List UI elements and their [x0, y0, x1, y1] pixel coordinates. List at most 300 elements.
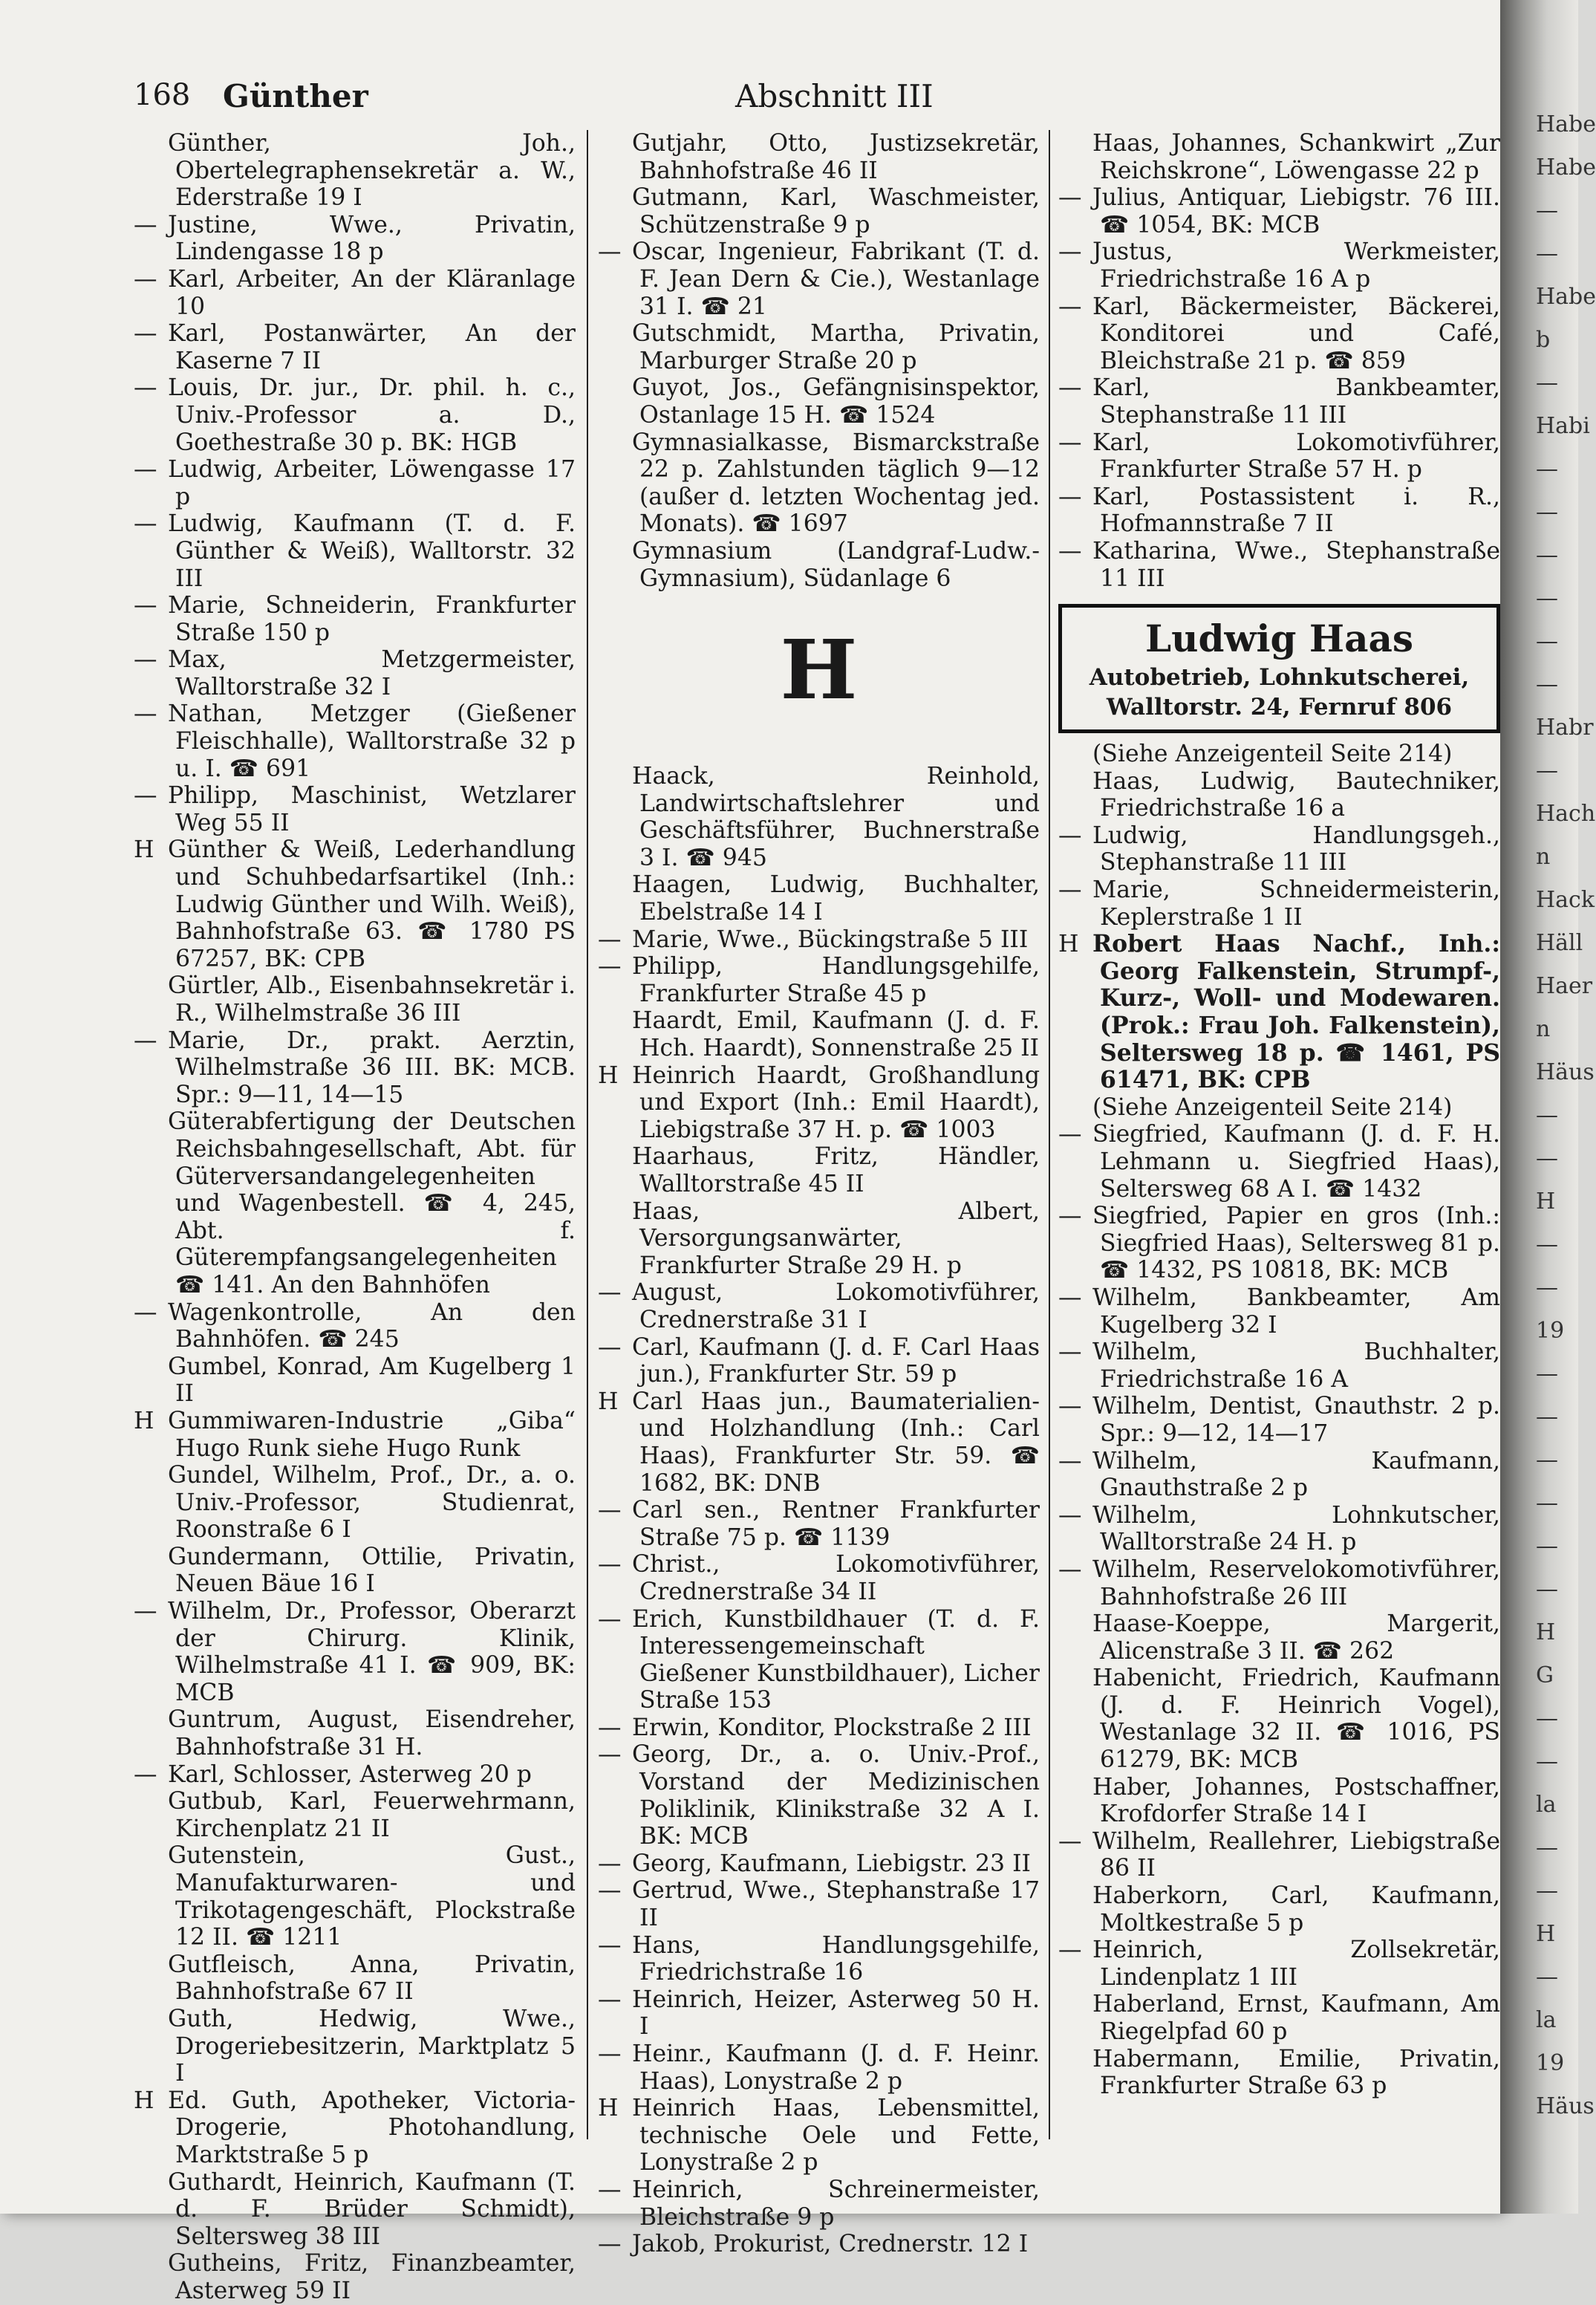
- entry-text: Heinrich, Heizer, Asterweg 50 H. I: [632, 1986, 1040, 2041]
- entry-marker: H: [1058, 931, 1079, 958]
- entry-marker: H: [598, 1388, 619, 1415]
- directory-entry: [134, 972, 576, 1027]
- entry-text: Georg, Kaufmann, Liebigstr. 23 II: [632, 1850, 1031, 1877]
- entry-text: Guntrum, August, Eisendreher, Bahnhofstraße 31 H.: [168, 1706, 576, 1761]
- directory-entry: [1058, 484, 1500, 538]
- entry-text: Carl, Kaufmann (J. d. F. Carl Haas jun.), Frankfurter Str. 59 p: [632, 1333, 1040, 1388]
- facing-page-fragment: —: [1536, 1706, 1558, 1732]
- directory-entry: [1058, 1828, 1500, 1882]
- entry-marker: —: [598, 1877, 622, 1905]
- directory-entry: [1058, 1556, 1500, 1610]
- entry-text: Georg, Dr., a. o. Univ.-Prof., Vorstand der Medizinischen Poliklinik, Klinikstraße 32 A I. BK: MCB: [632, 1741, 1040, 1850]
- entry-marker: —: [1058, 483, 1082, 510]
- facing-page-fragment: H: [1536, 1189, 1556, 1215]
- ad-address: Walltorstr. 24, Fernruf 806: [1106, 694, 1453, 721]
- entry-marker: —: [598, 2231, 622, 2258]
- directory-entry: [1058, 130, 1500, 184]
- directory-entry: [1058, 1121, 1500, 1203]
- entry-text: Karl, Bäckermeister, Bäckerei, Konditorei und Café, Bleichstraße 21 p. ☎ 859: [1092, 293, 1500, 374]
- facing-page-fragment: Häus: [1536, 1059, 1595, 1085]
- entry-marker: —: [1058, 1393, 1082, 1420]
- entry-marker: —: [1058, 1121, 1082, 1148]
- facing-page-fragment: —: [1536, 1232, 1558, 1258]
- advertisement-box: [1058, 604, 1500, 733]
- entry-marker: —: [598, 2041, 622, 2067]
- directory-entry: [134, 700, 576, 782]
- page-number: 168: [134, 78, 191, 112]
- entry-text: Wilhelm, Buchhalter, Friedrichstraße 16 A: [1092, 1339, 1500, 1393]
- directory-entry: [134, 2250, 576, 2304]
- facing-page-fragment: —: [1536, 370, 1558, 396]
- directory-entry: [1058, 374, 1500, 429]
- entry-text: Gummiwaren-Industrie „Giba“ Hugo Runk siehe Hugo Runk: [168, 1407, 576, 1462]
- entry-text: Ludwig, Arbeiter, Löwengasse 17 p: [168, 456, 576, 510]
- directory-entry: [598, 429, 1040, 538]
- directory-entry: [1058, 1094, 1500, 1122]
- entry-text: Gundermann, Ottilie, Privatin, Neuen Bäue 16 I: [168, 1543, 576, 1598]
- entry-text: Güterabfertigung der Deutschen Reichsbahngesellschaft, Abt. für Güterversandangelegenheiten und Wagenbestell. ☎ 4, 245, Abt. f. Güterempfangsangelegenheiten ☎ 141. An den Bahnhöfen: [168, 1108, 576, 1298]
- facing-page-fragment: —: [1536, 1275, 1558, 1301]
- directory-entry: [598, 1334, 1040, 1388]
- column-divider: [587, 130, 588, 2139]
- entry-text: Haardt, Emil, Kaufmann (J. d. F. Hch. Haardt), Sonnenstraße 25 II: [632, 1007, 1040, 1062]
- entry-marker: —: [1058, 1203, 1082, 1230]
- directory-entry: [1058, 238, 1500, 293]
- directory-entry: [598, 763, 1040, 871]
- directory-entry: [598, 2095, 1040, 2176]
- directory-entry: [134, 1027, 576, 1109]
- entry-text: Siegfried, Papier en gros (Inh.: Siegfried Haas), Seltersweg 81 p. ☎ 1432, PS 10818, BK: MCB: [1092, 1203, 1500, 1284]
- entry-marker: —: [598, 1279, 622, 1307]
- directory-entry: [134, 130, 576, 212]
- entry-text: Wagenkontrolle, An den Bahnhöfen. ☎ 245: [168, 1298, 576, 1353]
- entry-text: Siegfried, Kaufmann (J. d. F. H. Lehmann u. Siegfried Haas), Seltersweg 68 A I. ☎ 1432: [1092, 1121, 1500, 1203]
- directory-entry: [1058, 293, 1500, 375]
- directory-entry: [134, 1353, 576, 1408]
- entry-marker: —: [598, 1714, 622, 1741]
- directory-entry: [598, 1007, 1040, 1062]
- entry-marker: —: [134, 456, 157, 484]
- directory-entry: [134, 2087, 576, 2169]
- directory-entry: [134, 1761, 576, 1789]
- entry-text: Wilhelm, Reservelokomotivführer, Bahnhofstraße 26 III: [1092, 1555, 1500, 1610]
- directory-entry: [134, 592, 576, 646]
- directory-entry: [598, 2176, 1040, 2231]
- directory-entry: [134, 456, 576, 510]
- directory-entry: [134, 1706, 576, 1761]
- entry-text: Justine, Wwe., Privatin, Lindengasse 18 p: [168, 211, 576, 266]
- directory-entry: [1058, 1774, 1500, 1828]
- entry-marker: —: [1058, 822, 1082, 849]
- directory-entry: [134, 1462, 576, 1544]
- directory-entry: [598, 871, 1040, 926]
- directory-entry: [134, 1598, 576, 1706]
- column-2: [598, 130, 1040, 2258]
- directory-entry: [598, 1877, 1040, 1931]
- directory-entry: [598, 184, 1040, 238]
- directory-entry: [134, 1951, 576, 2006]
- facing-page-fragment: Habr: [1536, 715, 1594, 741]
- directory-entry: [1058, 1991, 1500, 2045]
- directory-entry: [598, 1932, 1040, 1986]
- entry-text: Wilhelm, Reallehrer, Liebigstraße 86 II: [1092, 1827, 1500, 1882]
- page-header: [134, 78, 1463, 123]
- facing-page-fragment: —: [1536, 1835, 1558, 1861]
- entry-text: Haber, Johannes, Postschaffner, Krofdorfer Straße 14 I: [1092, 1773, 1500, 1828]
- entry-text: Guyot, Jos., Gefängnisinspektor, Ostanlage 15 H. ☎ 1524: [632, 374, 1040, 429]
- entry-marker: —: [598, 1605, 622, 1633]
- entry-text: Louis, Dr. jur., Dr. phil. h. c., Univ.-Professor a. D., Goethestraße 30 p. BK: HGB: [168, 374, 576, 456]
- facing-page-fragment: —: [1536, 672, 1558, 698]
- entry-marker: —: [134, 1298, 157, 1326]
- facing-page-fragment: Hack: [1536, 887, 1595, 913]
- directory-entry: [134, 1842, 576, 1951]
- entry-text: Gutenstein, Gust., Manufakturwaren- und Trikotagengeschäft, Plockstraße 12 II. ☎ 1211: [168, 1842, 576, 1951]
- entry-marker: H: [134, 2087, 154, 2114]
- entry-text: Haas, Ludwig, Bautechniker, Friedrichstraße 16 a: [1092, 767, 1500, 822]
- entry-text: (Siehe Anzeigenteil Seite 214): [1092, 1093, 1453, 1121]
- entry-marker: —: [134, 646, 157, 674]
- entry-marker: —: [1058, 238, 1082, 266]
- directory-entry: [598, 130, 1040, 184]
- facing-page-fragment: —: [1536, 1447, 1558, 1473]
- directory-entry: [1058, 1393, 1500, 1447]
- directory-entry: [134, 646, 576, 700]
- entry-marker: —: [598, 1850, 622, 1877]
- entry-text: Justus, Werkmeister, Friedrichstraße 16 A p: [1092, 238, 1500, 293]
- entry-text: Heinr., Kaufmann (J. d. F. Heinr. Haas), Lonystraße 2 p: [632, 2041, 1040, 2095]
- entry-text: Heinrich, Zollsekretär, Lindenplatz 1 III: [1092, 1937, 1500, 1991]
- directory-entry: [598, 2041, 1040, 2095]
- entry-marker: —: [134, 211, 157, 238]
- entry-text: Günther, Joh., Obertelegraphensekretär a. W., Ederstraße 19 I: [168, 130, 576, 212]
- facing-page-fragment: —: [1536, 1964, 1558, 1990]
- entry-marker: —: [1058, 877, 1082, 904]
- facing-page-fragment: —: [1536, 1749, 1558, 1775]
- entry-marker: —: [134, 1598, 157, 1625]
- facing-page-fragment: la: [1536, 2007, 1557, 2033]
- entry-marker: —: [1058, 1447, 1082, 1475]
- facing-page-fragment: —: [1536, 628, 1558, 654]
- directory-entry: [1058, 1610, 1500, 1665]
- directory-entry: [598, 953, 1040, 1007]
- entry-text: Christ., Lokomotivführer, Crednerstraße 34 II: [632, 1551, 1040, 1605]
- directory-entry: [134, 1544, 576, 1598]
- entry-marker: H: [598, 1062, 619, 1089]
- directory-entry: [1058, 2046, 1500, 2100]
- directory-entry: [134, 1108, 576, 1298]
- facing-page-fragment: n: [1536, 1016, 1551, 1042]
- directory-entry: [598, 374, 1040, 429]
- entry-text: Wilhelm, Lohnkutscher, Walltorstraße 24 H. p: [1092, 1501, 1500, 1556]
- facing-page-fragment: —: [1536, 241, 1558, 267]
- facing-page-fragment: Habe: [1536, 111, 1596, 137]
- entry-text: Gutjahr, Otto, Justizsekretär, Bahnhofstraße 46 II: [632, 130, 1040, 184]
- entry-text: Heinrich Haas, Lebensmittel, technische Oele und Fette, Lonystraße 2 p: [632, 2095, 1040, 2176]
- entry-text: Karl, Lokomotivführer, Frankfurter Straße 57 H. p: [1092, 429, 1500, 484]
- facing-page-fragment: —: [1536, 1490, 1558, 1516]
- directory-entry: [598, 1606, 1040, 1714]
- running-head: Günther: [223, 78, 368, 114]
- entry-text: August, Lokomotivführer, Crednerstraße 31 I: [632, 1279, 1040, 1333]
- directory-entry: [598, 238, 1040, 320]
- entry-text: Katharina, Wwe., Stephanstraße 11 III: [1092, 537, 1500, 592]
- entry-marker: —: [134, 265, 157, 293]
- directory-entry: [134, 266, 576, 320]
- entry-marker: —: [1058, 429, 1082, 456]
- facing-page-fragment: Häll: [1536, 930, 1583, 956]
- directory-entry: [598, 1062, 1040, 1144]
- entry-text: Gürtler, Alb., Eisenbahnsekretär i. R., Wilhelmstraße 36 III: [168, 972, 576, 1027]
- entry-text: Günther & Weiß, Lederhandlung und Schuhbedarfsartikel (Inh.: Ludwig Günther und Wilh. Weiß), Bahnhofstraße 63. ☎ 1780 PS 67257, BK: CPB: [168, 836, 576, 972]
- directory-entry: [134, 212, 576, 266]
- directory-entry: [134, 1788, 576, 1842]
- entry-text: Heinrich, Schreinermeister, Bleichstraße 9 p: [632, 2176, 1040, 2231]
- entry-text: Oscar, Ingenieur, Fabrikant (T. d. F. Jean Dern & Cie.), Westanlage 31 I. ☎ 21: [632, 238, 1040, 320]
- entry-text: Guthardt, Heinrich, Kaufmann (T. d. F. Brüder Schmidt), Seltersweg 38 III: [168, 2168, 576, 2250]
- entry-text: Karl, Schlosser, Asterweg 20 p: [168, 1761, 532, 1788]
- entry-marker: H: [598, 2095, 619, 2122]
- entry-text: Gutbub, Karl, Feuerwehrmann, Kirchenplatz 21 II: [168, 1788, 576, 1842]
- facing-page-fragment: —: [1536, 198, 1558, 224]
- directory-entry: [1058, 1339, 1500, 1393]
- entry-text: Hans, Handlungsgehilfe, Friedrichstraße 16: [632, 1931, 1040, 1986]
- entry-text: Heinrich Haardt, Großhandlung und Export (Inh.: Emil Haardt), Liebigstraße 37 H. p. ☎ 1003: [632, 1062, 1040, 1143]
- entry-text: Gundel, Wilhelm, Prof., Dr., a. o. Univ.-Professor, Studienrat, Roonstraße 6 I: [168, 1462, 576, 1544]
- entry-text: Guth, Hedwig, Wwe., Drogeriebesitzerin, Marktplatz 5 I: [168, 2005, 576, 2087]
- facing-page-fragment: —: [1536, 1361, 1558, 1387]
- facing-page-fragment: —: [1536, 1878, 1558, 1904]
- directory-entry: [1058, 184, 1500, 238]
- directory-entry: [1058, 1502, 1500, 1556]
- entry-text: Wilhelm, Kaufmann, Gnauthstraße 2 p: [1092, 1447, 1500, 1502]
- directory-entry: [598, 1551, 1040, 1605]
- facing-page-fragment: —: [1536, 499, 1558, 525]
- entry-text: Philipp, Maschinist, Wetzlarer Weg 55 II: [168, 782, 576, 836]
- entry-text: Erwin, Konditor, Plockstraße 2 III: [632, 1714, 1032, 1741]
- entry-text: Nathan, Metzger (Gießener Fleischhalle), Walltorstraße 32 p u. I. ☎ 691: [168, 700, 576, 782]
- entry-text: Karl, Postanwärter, An der Kaserne 7 II: [168, 320, 576, 374]
- entry-marker: —: [598, 1986, 622, 2013]
- directory-entry: [598, 538, 1040, 592]
- directory-entry: [598, 1986, 1040, 2041]
- entry-text: Wilhelm, Dentist, Gnauthstr. 2 p. Spr.: 9—12, 14—17: [1092, 1393, 1500, 1447]
- entry-text: Max, Metzgermeister, Walltorstraße 32 I: [168, 646, 576, 700]
- directory-entry: [134, 782, 576, 836]
- entry-marker: —: [1058, 1555, 1082, 1583]
- entry-marker: —: [134, 320, 157, 348]
- facing-page-fragment: —: [1536, 542, 1558, 568]
- ad-services: Autobetrieb, Lohnkutscherei,: [1089, 664, 1470, 692]
- directory-entry: [134, 1299, 576, 1353]
- entry-marker: —: [598, 1497, 622, 1524]
- entry-marker: —: [1058, 1937, 1082, 1964]
- entry-text: Carl sen., Rentner Frankfurter Straße 75 p. ☎ 1139: [632, 1497, 1040, 1551]
- directory-entry: [1058, 429, 1500, 484]
- directory-entry: [134, 836, 576, 972]
- facing-page-fragment: —: [1536, 758, 1558, 784]
- entry-marker: H: [134, 1407, 154, 1434]
- directory-entry: [134, 2006, 576, 2087]
- facing-page-fragment: —: [1536, 1145, 1558, 1171]
- facing-page-fragment: n: [1536, 844, 1551, 870]
- entry-text: Wilhelm, Dr., Professor, Oberarzt der Chirurg. Klinik, Wilhelmstraße 41 I. ☎ 909, BK: MCB: [168, 1598, 576, 1706]
- directory-entry: [1058, 931, 1500, 1094]
- facing-page-fragment: —: [1536, 456, 1558, 482]
- entry-text: (Siehe Anzeigenteil Seite 214): [1092, 741, 1453, 768]
- entry-marker: —: [598, 926, 622, 953]
- entry-text: Erich, Kunstbildhauer (T. d. F. Interessengemeinschaft Gießener Kunstbildhauer), Licher Straße 153: [632, 1605, 1040, 1714]
- directory-entry: [134, 1408, 576, 1462]
- facing-page-fragment: —: [1536, 585, 1558, 611]
- ad-business-name: Ludwig Haas: [1144, 617, 1414, 661]
- entry-text: Ludwig, Handlungsgeh., Stephanstraße 11 III: [1092, 822, 1500, 877]
- facing-page-fragment: la: [1536, 1792, 1557, 1818]
- facing-page-fragment: Haer: [1536, 973, 1593, 999]
- entry-text: Gymnasialkasse, Bismarckstraße 22 p. Zahlstunden täglich 9—12 (außer d. letzten Wochentag jed. Monats). ☎ 1697: [632, 429, 1040, 538]
- letter-heading: H: [780, 622, 858, 718]
- directory-entry: [1058, 822, 1500, 877]
- directory-entry: [598, 1850, 1040, 1878]
- directory-entry: [1058, 1203, 1500, 1284]
- directory-entry: [598, 1497, 1040, 1551]
- entry-text: Haarhaus, Fritz, Händler, Walltorstraße 45 II: [632, 1143, 1040, 1197]
- directory-entry: [1058, 768, 1500, 822]
- entry-text: Haberkorn, Carl, Kaufmann, Moltkestraße 5 p: [1092, 1882, 1500, 1937]
- directory-entry: [1058, 1882, 1500, 1937]
- entry-text: Julius, Antiquar, Liebigstr. 76 III. ☎ 1054, BK: MCB: [1092, 184, 1500, 238]
- entry-text: Haagen, Ludwig, Buchhalter, Ebelstraße 14 I: [632, 871, 1040, 926]
- entry-text: Gutmann, Karl, Waschmeister, Schützenstraße 9 p: [632, 184, 1040, 238]
- entry-text: Gutschmidt, Martha, Privatin, Marburger Straße 20 p: [632, 320, 1040, 374]
- entry-text: Karl, Arbeiter, An der Kläranlage 10: [168, 265, 576, 320]
- entry-text: Habermann, Emilie, Privatin, Frankfurter Straße 63 p: [1092, 2045, 1500, 2100]
- entry-text: Marie, Schneiderin, Frankfurter Straße 150 p: [168, 592, 576, 646]
- facing-page-fragment: —: [1536, 1576, 1558, 1602]
- directory-entry: [598, 1388, 1040, 1497]
- directory-entry: [1058, 1665, 1500, 1773]
- directory-entry: [598, 2231, 1040, 2258]
- entry-text: Gutfleisch, Anna, Privatin, Bahnhofstraße 67 II: [168, 1951, 576, 2006]
- entry-text: Gertrud, Wwe., Stephanstraße 17 II: [632, 1877, 1040, 1932]
- entry-marker: —: [134, 592, 157, 620]
- directory-entry: [1058, 741, 1500, 768]
- entry-marker: —: [1058, 1827, 1082, 1855]
- entry-text: Wilhelm, Bankbeamter, Am Kugelberg 32 I: [1092, 1284, 1500, 1339]
- entry-text: Gymnasium (Landgraf-Ludw.-Gymnasium), Südanlage 6: [632, 537, 1040, 592]
- facing-page-fragment: 19: [1536, 1318, 1565, 1344]
- entry-marker: —: [1058, 1339, 1082, 1366]
- column-3: [1058, 130, 1500, 2165]
- facing-page-fragment: Habe: [1536, 284, 1596, 310]
- entry-text: Robert Haas Nachf., Inh.: Georg Falkenstein, Strumpf-, Kurz-, Woll- und Modewaren. (Prok.: Frau Joh. Falkenstein), Seltersweg 18 p. ☎ 1461, PS 61471, BK: CPB: [1092, 930, 1500, 1094]
- entry-marker: —: [134, 1761, 157, 1788]
- entry-marker: H: [134, 836, 154, 864]
- directory-entry: [134, 320, 576, 374]
- entry-text: Haberland, Ernst, Kaufmann, Am Riegelpfad 60 p: [1092, 1991, 1500, 2045]
- directory-entry: [598, 1741, 1040, 1850]
- entry-marker: —: [598, 238, 622, 266]
- facing-page-fragment: Hach: [1536, 801, 1596, 827]
- entry-marker: —: [1058, 293, 1082, 320]
- entry-text: Haack, Reinhold, Landwirtschaftslehrer und Geschäftsführer, Buchnerstraße 3 I. ☎ 945: [632, 763, 1040, 871]
- entry-marker: —: [134, 1027, 157, 1054]
- entry-text: Ludwig, Kaufmann (T. d. F. Günther & Weiß), Walltorstr. 32 III: [168, 510, 576, 592]
- entry-text: Carl Haas jun., Baumaterialien- und Holzhandlung (Inh.: Carl Haas), Frankfurter Str. 59. ☎ 1682, BK: DNB: [632, 1388, 1040, 1497]
- entry-marker: —: [1058, 537, 1082, 565]
- facing-page-fragment: —: [1536, 1404, 1558, 1430]
- column-divider: [1049, 130, 1050, 2139]
- entry-text: Ed. Guth, Apotheker, Victoria-Drogerie, Photohandlung, Marktstraße 5 p: [168, 2087, 576, 2168]
- facing-page-fragment: —: [1536, 1102, 1558, 1128]
- facing-page-fragment: Habe: [1536, 155, 1596, 181]
- section-heading: Abschnitt III: [735, 78, 934, 114]
- facing-page-fragment: H: [1536, 1921, 1556, 1947]
- directory-entry: [598, 1714, 1040, 1742]
- entry-marker: —: [1058, 184, 1082, 212]
- entry-marker: —: [134, 782, 157, 810]
- entry-text: Gutheins, Fritz, Finanzbeamter, Asterweg 59 II: [168, 2250, 576, 2304]
- entry-marker: —: [134, 700, 157, 728]
- facing-page-fragment: —: [1536, 1533, 1558, 1559]
- directory-entry: [1058, 538, 1500, 592]
- entry-marker: —: [1058, 1501, 1082, 1529]
- directory-entry: [1058, 877, 1500, 931]
- facing-page-fragment: H: [1536, 1619, 1556, 1645]
- entry-text: Philipp, Handlungsgehilfe, Frankfurter Straße 45 p: [632, 953, 1040, 1007]
- directory-entry: [134, 374, 576, 456]
- entry-text: Marie, Dr., prakt. Aerztin, Wilhelmstraße 36 III. BK: MCB. Spr.: 9—11, 14—15: [168, 1027, 576, 1108]
- entry-text: Marie, Schneidermeisterin, Keplerstraße 1 II: [1092, 877, 1500, 931]
- facing-page-fragment: Habi: [1536, 413, 1590, 439]
- facing-page-fragment: G: [1536, 1662, 1554, 1688]
- entry-marker: —: [1058, 1284, 1082, 1311]
- directory-entry: [134, 2169, 576, 2251]
- directory-entry: [1058, 1284, 1500, 1339]
- directory-entry: [1058, 1448, 1500, 1502]
- entry-text: Karl, Bankbeamter, Stephanstraße 11 III: [1092, 374, 1500, 429]
- entry-text: Jakob, Prokurist, Crednerstr. 12 I: [632, 2231, 1029, 2258]
- entry-marker: —: [134, 510, 157, 538]
- entry-marker: —: [598, 953, 622, 981]
- entry-marker: —: [598, 1931, 622, 1959]
- directory-entry: [598, 1279, 1040, 1333]
- directory-entry: [598, 320, 1040, 374]
- entry-marker: —: [598, 1333, 622, 1361]
- entry-marker: —: [598, 2176, 622, 2203]
- directory-entry: [598, 1198, 1040, 1280]
- entry-marker: —: [598, 1551, 622, 1579]
- directory-entry: [598, 1143, 1040, 1197]
- entry-text: Gumbel, Konrad, Am Kugelberg 1 II: [168, 1353, 576, 1408]
- entry-text: Habenicht, Friedrich, Kaufmann (J. d. F. Heinrich Vogel), Westanlage 32 II. ☎ 1016, PS 61279, BK: MCB: [1092, 1665, 1500, 1774]
- entry-text: Karl, Postassistent i. R., Hofmannstraße 7 II: [1092, 483, 1500, 538]
- entry-text: Haase-Koeppe, Margerit, Alicenstraße 3 II. ☎ 262: [1092, 1610, 1500, 1665]
- column-1: [134, 130, 576, 2304]
- facing-page-edge: [1500, 0, 1596, 2214]
- entry-marker: —: [134, 374, 157, 402]
- directory-entry: [598, 926, 1040, 954]
- directory-entry: [1058, 1937, 1500, 1991]
- entry-marker: —: [598, 1741, 622, 1769]
- facing-page-fragment: 19: [1536, 2050, 1565, 2076]
- facing-page-fragment: Häus: [1536, 2093, 1595, 2119]
- facing-page-fragment: b: [1536, 327, 1551, 353]
- entry-text: Marie, Wwe., Bückingstraße 5 III: [632, 926, 1029, 953]
- entry-text: Haas, Johannes, Schankwirt „Zur Reichskrone“, Löwengasse 22 p: [1092, 130, 1500, 184]
- directory-entry: [134, 510, 576, 592]
- entry-marker: —: [1058, 374, 1082, 402]
